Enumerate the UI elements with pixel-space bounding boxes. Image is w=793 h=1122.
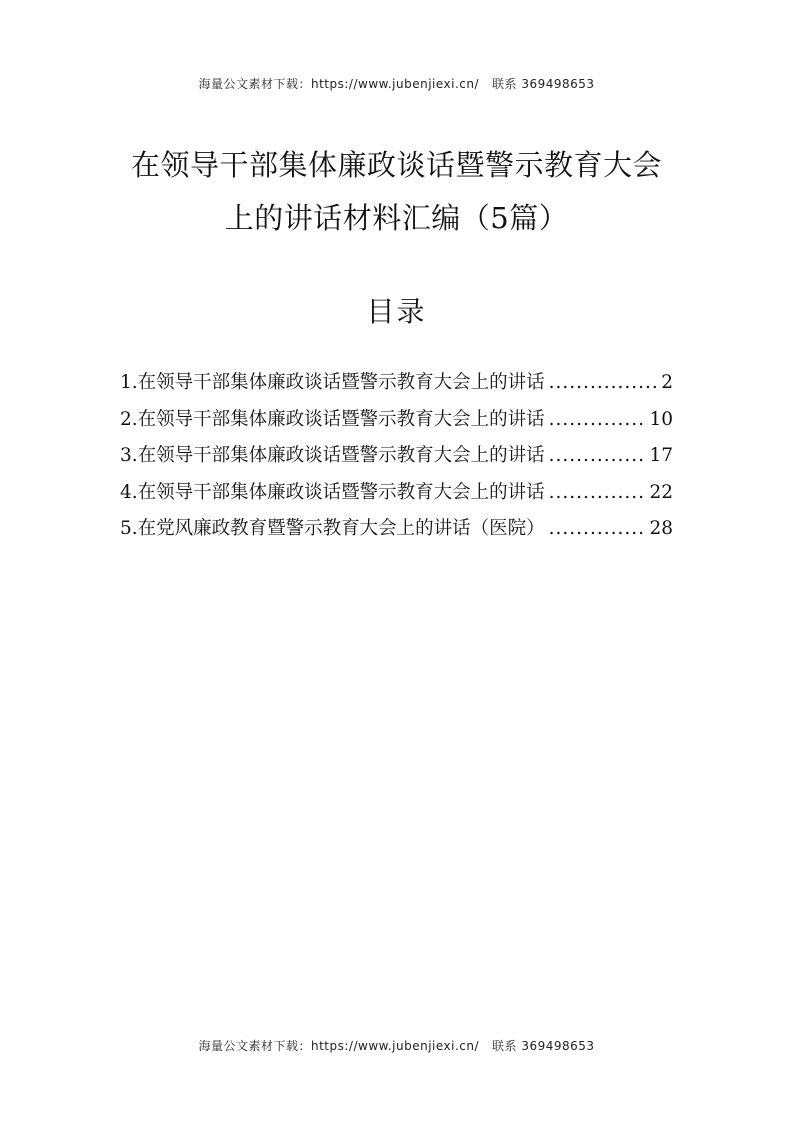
document-title-line-2: 上的讲话材料汇编（5篇） [224,201,569,235]
header-label: 海量公文素材下载： [198,77,311,91]
toc-heading: 目录 [366,295,427,328]
page-footer [0,1037,793,1054]
toc-item-page: 17 [649,445,673,466]
toc-item-label: 5.在党风廉政教育暨警示教育大会上的讲话（医院） [120,518,545,539]
footer-label: 海量公文素材下载： [198,1039,311,1053]
document-title-line-1: 在领导干部集体廉政谈话暨警示教育大会 [130,148,662,182]
table-of-contents [120,368,673,551]
toc-item-page: 28 [649,518,673,539]
toc-item-4[interactable] [120,478,673,515]
toc-item-label: 3.在领导干部集体廉政谈话暨警示教育大会上的讲话 [120,445,545,466]
toc-item-page: 2 [661,372,673,393]
toc-leader-dots [549,409,647,430]
toc-item-page: 10 [649,408,673,430]
footer-url-link[interactable]: https://www.jubenjiexi.cn/ [310,1039,480,1053]
toc-item-3[interactable] [120,441,673,478]
header-url-link[interactable]: https://www.jubenjiexi.cn/ [310,77,480,91]
toc-leader-dots [549,445,647,466]
toc-item-5[interactable] [120,514,673,551]
toc-leader-dots [549,518,647,539]
header-contact: 联系 369498653 [492,77,595,91]
toc-item-2[interactable] [120,405,673,442]
footer-contact: 联系 369498653 [492,1039,595,1053]
toc-item-1[interactable] [120,368,673,405]
toc-item-page: 22 [649,481,673,503]
page-header [0,75,793,92]
toc-item-label: 1.在领导干部集体廉政谈话暨警示教育大会上的讲话 [120,372,545,393]
toc-leader-dots [549,372,659,393]
toc-item-label: 4.在领导干部集体廉政谈话暨警示教育大会上的讲话 [120,481,545,503]
toc-leader-dots [549,482,647,503]
toc-item-label: 2.在领导干部集体廉政谈话暨警示教育大会上的讲话 [120,408,545,430]
